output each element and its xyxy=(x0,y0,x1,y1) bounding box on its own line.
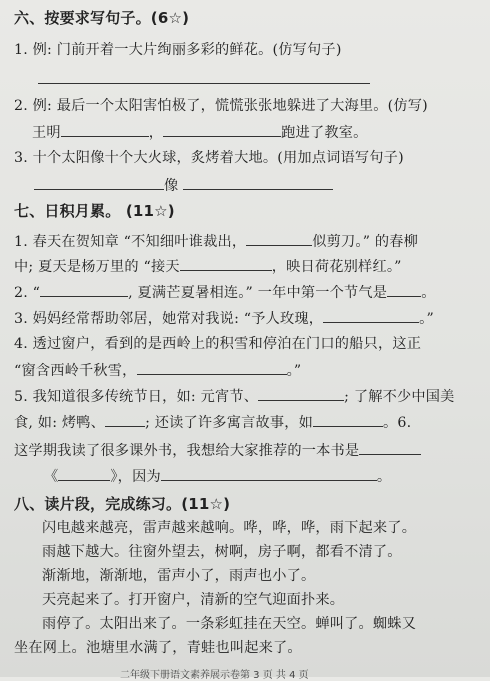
passage-p3: 渐渐地，渐渐地，雷声小了，雨声也小了。 xyxy=(42,568,316,584)
section7-q5-line2 xyxy=(14,412,482,433)
section7-q1-line1 xyxy=(14,231,482,252)
q2-blank-1b[interactable] xyxy=(40,282,128,297)
q3-like: 像 xyxy=(164,178,179,194)
section6-q3-line2 xyxy=(34,175,482,196)
q3-text-b: 。” xyxy=(419,311,434,327)
section6-heading: 六、按要求写句子。(6☆) xyxy=(14,9,190,27)
q2-text-b: , 夏满芒夏暑相连。” 一年中第一个节气是 xyxy=(128,285,388,301)
q6-reason-blank[interactable] xyxy=(161,466,377,481)
q2-blank-2b[interactable] xyxy=(387,282,421,297)
q1-blank-2[interactable] xyxy=(180,256,272,271)
section6-q2-line2 xyxy=(32,122,482,143)
q6-blank-1[interactable] xyxy=(359,440,421,455)
q5-text-b: ; 了解不少中国美 xyxy=(344,389,455,405)
section7-heading: 七、日积月累。 (11☆) xyxy=(14,202,175,220)
q2-subject: 王明 xyxy=(32,125,61,141)
q2-blank-1[interactable] xyxy=(61,122,149,137)
section7-q6-line2 xyxy=(44,466,482,487)
q6-book-blank[interactable] xyxy=(58,466,110,481)
q1-text-d: ，映日荷花别样红。” xyxy=(271,259,402,275)
section6-q1: 1. 例: 门前开着一大片绚丽多彩的鲜花。(仿写句子) xyxy=(14,42,342,58)
q5-text-a: 5. 我知道很多传统节日，如: 元宵节、 xyxy=(14,389,259,405)
q6-text-d: 。 xyxy=(376,469,392,485)
q2-ending: 跑进了教室。 xyxy=(281,125,368,141)
passage-p5: 雨停了。太阳出来了。一条彩虹挂在天空。蝉叫了。蜘蛛又 xyxy=(42,616,417,632)
q5-text-d: ; 还读了许多寓言故事，如 xyxy=(145,415,314,431)
q6-text-a: 这学期我读了很多课外书，我想给大家推荐的一本书是 xyxy=(14,443,360,459)
section7-q4-line2 xyxy=(14,360,482,381)
q3-blank-2[interactable] xyxy=(183,175,333,190)
q2-text-c: 。 xyxy=(421,285,436,301)
q5-text-c: 食, 如: 烤鸭、 xyxy=(14,415,106,431)
q2-blank-2[interactable] xyxy=(163,122,281,137)
q1-text-b: 似剪刀。” 的春柳 xyxy=(312,234,419,250)
passage-p2: 雨越下越大。往窗外望去，树啊，房子啊，都看不清了。 xyxy=(42,544,402,560)
q1-text-c: 中; 夏天是杨万里的 “接天 xyxy=(14,259,180,275)
q4-blank[interactable] xyxy=(137,360,287,375)
passage-p6: 坐在网上。池塘里水满了，青蛙也叫起来了。 xyxy=(14,640,302,656)
q5-blank-1[interactable] xyxy=(258,386,344,401)
q5-blank-3[interactable] xyxy=(313,412,383,427)
section6-q2: 2. 例: 最后一个太阳害怕极了，慌慌张张地躲进了大海里。(仿写) xyxy=(14,98,428,114)
q3-blank-1[interactable] xyxy=(34,175,164,190)
section6-q1-answer-line[interactable] xyxy=(38,83,370,84)
q1-blank-1[interactable] xyxy=(246,231,312,246)
passage-p4: 天亮起来了。打开窗户，清新的空气迎面扑来。 xyxy=(42,592,345,608)
q4-text-c: 。” xyxy=(286,363,302,379)
q3-blank[interactable] xyxy=(323,308,419,323)
q3-text-a: 3. 妈妈经常帮助邻居，她常对我说: “予人玫瑰， xyxy=(14,311,324,327)
section7-q4-line1: 4. 透过窗户，看到的是西岭上的积雪和停泊在门口的船只，这正 xyxy=(14,336,422,352)
q5-blank-2[interactable] xyxy=(105,412,145,427)
section7-q5-line1 xyxy=(14,386,482,407)
page-footer: 二年级下册语文素养展示卷第 3 页 共 4 页 xyxy=(120,670,309,681)
q6-text-c: 》，因为 xyxy=(110,469,161,485)
q4-text-b: “窗含西岭千秋雪， xyxy=(14,363,137,379)
passage-p1: 闪电越来越亮，雷声越来越响。哗，哗，哗，雨下起来了。 xyxy=(42,520,417,536)
q2-text-a: 2. “ xyxy=(14,285,41,301)
q6-open-bracket: 《 xyxy=(44,469,59,485)
section6-q3: 3. 十个太阳像十个大火球，炙烤着大地。(用加点词语写句子) xyxy=(14,150,404,166)
q1-text-a: 1. 春天在贺知章 “不知细叶谁裁出， xyxy=(14,234,247,250)
section7-q3 xyxy=(14,308,482,329)
section7-q1-line2 xyxy=(14,256,482,277)
section8-heading: 八、读片段，完成练习。(11☆) xyxy=(14,495,231,513)
q5-text-e: 。6. xyxy=(383,415,412,431)
section7-q6-line1 xyxy=(14,440,482,461)
q2-comma: ， xyxy=(148,125,164,141)
section7-q2 xyxy=(14,282,482,303)
